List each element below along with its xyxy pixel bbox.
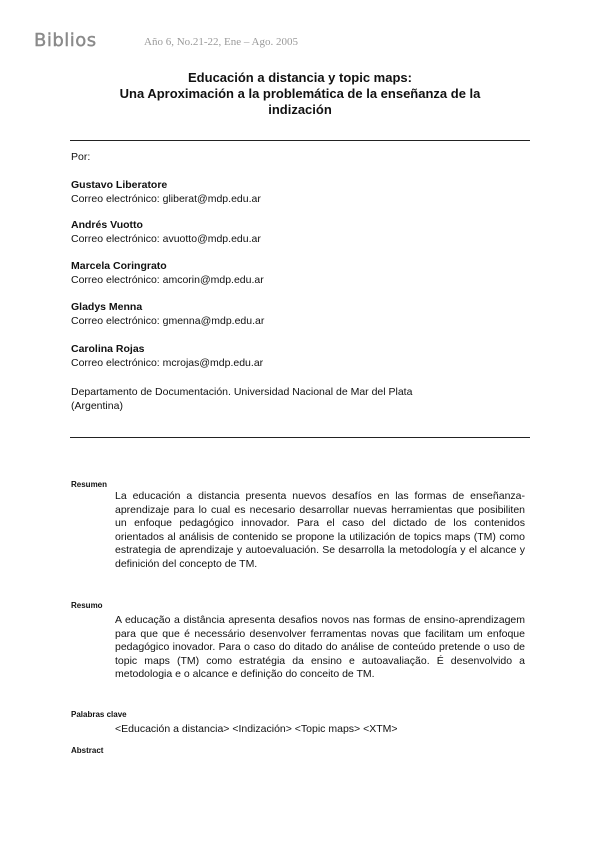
author-block — [71, 178, 261, 206]
affiliation — [71, 385, 491, 413]
resumen-heading: Resumen — [71, 480, 108, 489]
author-name: Gladys Menna — [71, 301, 143, 313]
title-line-3: indización — [268, 102, 332, 117]
top-divider — [70, 140, 530, 141]
resumo-heading: Resumo — [71, 601, 103, 610]
resumo-text: A educação a distância apresenta desafios novos nas formas de ensino-aprendizagem para que que é necessário desenvolver ferramentas novas que facilitam um enfoque pedagógico inovador. Para o caso do ditado do análise de conteúdo pretende o uso de topic maps (TM) como estratégia da ensino e autoavaliação. É desenvolvido a metodologia e o alcance e definição do conceito de TM. — [115, 614, 525, 680]
keywords-heading: Palabras clave — [71, 710, 127, 719]
author-block — [71, 342, 263, 370]
journal-logo: Biblios — [34, 30, 97, 51]
author-name: Marcela Coringrato — [71, 260, 167, 272]
bottom-divider — [70, 437, 530, 438]
keywords-text: <Educación a distancia> <Indización> <Topic maps> <XTM> — [115, 723, 398, 735]
resumen-text: La educación a distancia presenta nuevos desafíos en las formas de enseñanza-aprendizaje para lo cual es necesario desarrollar nuevas herramientas que posibiliten un enfoque pedagógico innovador. Para el caso del dictado de los contenidos orientados al análisis de contenido se propone la utilización de topics maps (TM) como estrategia de aprendizaje y autoevaluación. Se desarrolla la metodología y el alcance y definición del concepto de TM. — [115, 490, 525, 570]
author-email: Correo electrónico: gliberat@mdp.edu.ar — [71, 193, 261, 205]
author-name: Gustavo Liberatore — [71, 179, 168, 191]
author-email: Correo electrónico: gmenna@mdp.edu.ar — [71, 315, 265, 327]
abstract-heading: Abstract — [71, 746, 104, 755]
author-name: Carolina Rojas — [71, 343, 145, 355]
author-email: Correo electrónico: amcorin@mdp.edu.ar — [71, 274, 264, 286]
title-line-2: Una Aproximación a la problemática de la enseñanza de la — [119, 86, 481, 101]
article-title — [70, 70, 530, 118]
title-line-1: Educación a distancia y topic maps: — [188, 70, 412, 85]
author-block — [71, 259, 264, 287]
affiliation-line-1: Departamento de Documentación. Universidad Nacional de Mar del Plata — [71, 386, 413, 398]
author-name: Andrés Vuotto — [71, 219, 143, 231]
affiliation-line-2: (Argentina) — [71, 400, 123, 412]
author-block — [71, 218, 261, 246]
author-email: Correo electrónico: avuotto@mdp.edu.ar — [71, 233, 261, 245]
author-email: Correo electrónico: mcrojas@mdp.edu.ar — [71, 357, 264, 369]
issue-info: Año 6, No.21-22, Ene – Ago. 2005 — [144, 36, 298, 48]
by-label: Por: — [71, 151, 91, 163]
author-block — [71, 300, 264, 328]
